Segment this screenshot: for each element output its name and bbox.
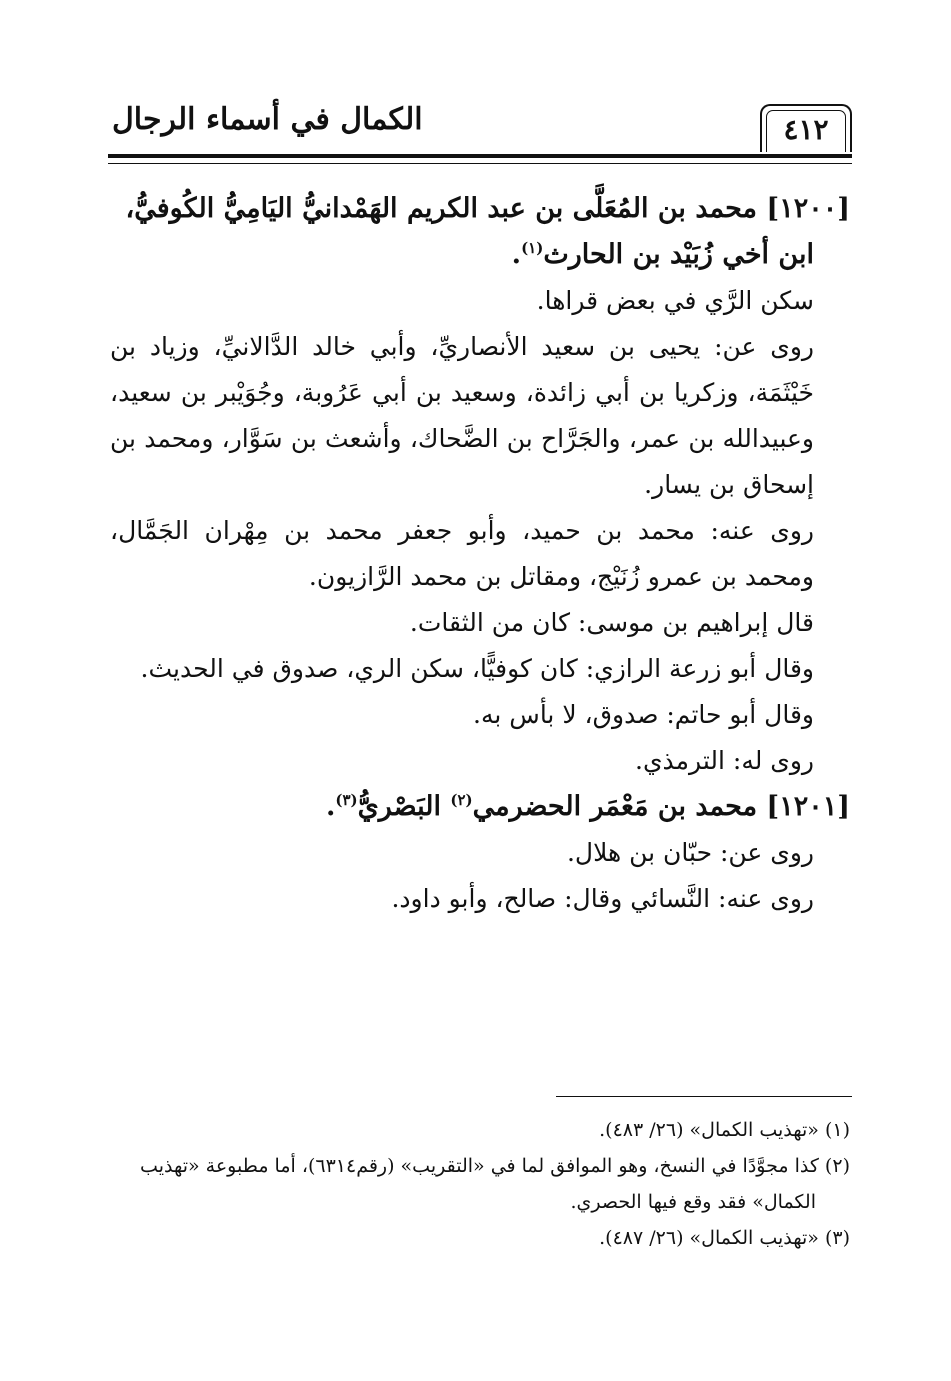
- footnote-ref-1[interactable]: (١): [521, 239, 544, 257]
- footnote-2-cont: الكمال» فقد وقع فيها الحصري.: [570, 1191, 816, 1213]
- paragraph-ibrahim: قال إبراهيم بن موسى: كان من الثقات.: [409, 608, 814, 637]
- footnote-ref-3[interactable]: (٣): [335, 791, 358, 809]
- paragraph-tirmidhi: روى له: الترمذي.: [635, 746, 814, 775]
- entry-heading-1200: [110, 186, 850, 232]
- paragraph-residence: سكن الرَّي في بعض قراها.: [536, 286, 814, 315]
- header-rule-thin: [108, 163, 852, 164]
- paragraph-hibban: روى عن: حبّان بن هلال.: [566, 838, 814, 867]
- running-title: الكمال في أسماء الرجال: [112, 102, 423, 137]
- paragraph-narrated-from: روى عن: يحيى بن سعيد الأنصاريِّ، وأبي خالد الدَّالانيِّ، وزياد بن خَيْثَمَة، وزكريا بن أبي زائدة، وسعيد بن أبي عَرُوبة، وجُوَيْبر بن سعيد، وعبيدالله بن عمر، والجَرَّاح بن الضَّحاك، وأشعث بن سَوَّار، ومحمد بن إسحاق بن يسار.: [110, 332, 814, 499]
- entry-1200-line1: [١٢٠٠] محمد بن المُعَلَّى بن عبد الكريم الهَمْدانيُّ اليَامِيُّ الكُوفيُّ،: [125, 193, 850, 224]
- paragraph-nasai: روى عنه: النَّسائي وقال: صالح، وأبو داود.: [391, 884, 814, 913]
- footnote-ref-2[interactable]: (٢): [450, 791, 473, 809]
- entry-1201-text1: [١٢٠١] محمد بن مَعْمَر الحضرمي: [472, 791, 850, 822]
- entry-heading-1200-cont: [110, 232, 850, 278]
- main-text: [110, 186, 850, 922]
- footnote-separator: [556, 1096, 852, 1097]
- footnote-1: (١) «تهذيب الكمال» (٢٦/ ٤٨٣).: [599, 1119, 850, 1141]
- paragraph-abu-zura: وقال أبو زرعة الرازي: كان كوفيًّا، سكن الري، صدوق في الحديث.: [140, 654, 814, 683]
- page-number-frame: [760, 104, 852, 152]
- page-header: [108, 98, 852, 158]
- entry-1200-end: .: [511, 239, 522, 270]
- header-rule: [108, 154, 852, 158]
- footnote-3: (٣) «تهذيب الكمال» (٢٦/ ٤٨٧).: [599, 1227, 850, 1249]
- entry-1201-end: .: [325, 791, 336, 822]
- footnote-2: (٢) كذا مجوَّدًا في النسخ، وهو الموافق لما في «التقريب» (رقم٦٣١٤)، أما مطبوعة «تهذيب: [140, 1155, 850, 1177]
- entry-1201-text2: البَصْريُّ: [357, 791, 451, 822]
- page-number: ٤١٢: [783, 112, 829, 146]
- entry-1200-line2: ابن أخي زُبَيْد بن الحارث: [543, 239, 814, 270]
- footnotes: [110, 1112, 850, 1256]
- paragraph-abu-hatim: وقال أبو حاتم: صدوق، لا بأس به.: [473, 700, 814, 729]
- paragraph-narrated-by: روى عنه: محمد بن حميد، وأبو جعفر محمد بن مِهْران الجَمَّال، ومحمد بن عمرو زُنَيْج، ومقاتل بن محمد الرَّازيون.: [110, 516, 814, 591]
- entry-heading-1201: [110, 784, 850, 830]
